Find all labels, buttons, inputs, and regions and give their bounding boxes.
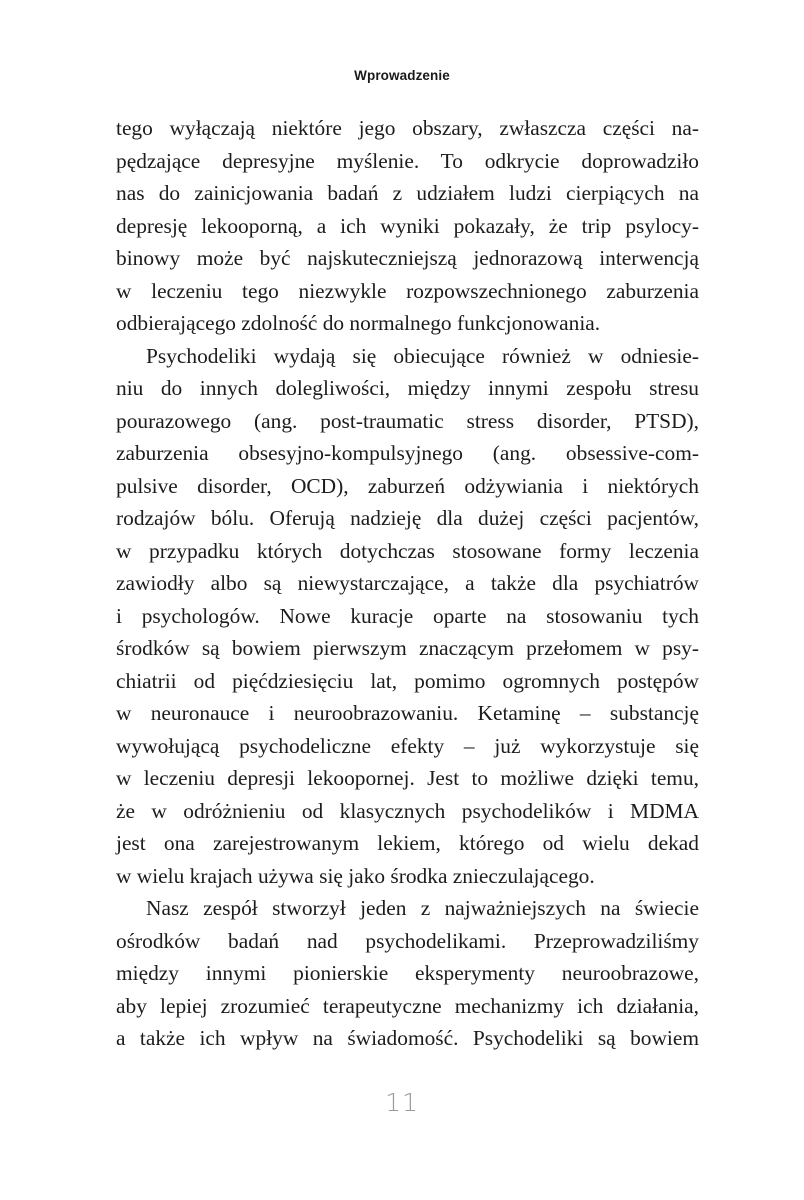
paragraph-2	[116, 340, 699, 893]
text-line: w wielu krajach używa się jako środka znieczulającego.	[116, 863, 595, 888]
text-line: odbierającego zdolność do normalnego funkcjonowania.	[116, 311, 601, 335]
text-line: niu do innych dolegliwości, między innymi zespołu stresu	[116, 376, 699, 400]
text-line: a także ich wpływ na świadomość. Psychodeliki są bowiem	[116, 1026, 699, 1050]
text-line: ośrodków badań nad psychodelikami. Przeprowadziliśmy	[116, 928, 699, 953]
text-line: wywołującą psychodeliczne efekty – już wykorzystuje się	[116, 733, 699, 758]
text-line: depresję lekooporną, a ich wyniki pokazały, że trip psylocy-	[116, 213, 699, 238]
text-line: nas do zainicjowania badań z udziałem ludzi cierpiących na	[116, 181, 699, 205]
text-line: pulsive disorder, OCD), zaburzeń odżywiania i niektórych	[116, 473, 699, 498]
text-line: i psychologów. Nowe kuracje oparte na stosowaniu tych	[116, 603, 699, 628]
text-line: w przypadku których dotychczas stosowane formy leczenia	[116, 538, 699, 563]
text-line: zaburzenia obsesyjno-kompulsyjnego (ang. obsessive-com-	[116, 441, 699, 465]
text-line: zawiodły albo są niewystarczające, a także dla psychiatrów	[116, 571, 699, 595]
text-line: jest ona zarejestrowanym lekiem, którego od wielu dekad	[116, 831, 699, 855]
running-head-title: Wprowadzenie	[354, 68, 450, 83]
text-line: chiatrii od pięćdziesięciu lat, pomimo ogromnych postępów	[116, 668, 699, 693]
text-line: binowy może być najskuteczniejszą jednorazową interwencją	[116, 246, 699, 270]
text-line: między innymi pionierskie eksperymenty neuroobrazowe,	[116, 961, 699, 985]
text-line: Psychodeliki wydają się obiecujące również w odniesie-	[146, 343, 699, 368]
paragraph-3	[116, 892, 699, 1055]
page-number: 11	[385, 1088, 419, 1117]
text-line: aby lepiej zrozumieć terapeutyczne mechanizmy ich działania,	[116, 993, 699, 1018]
paragraph-1	[116, 112, 699, 340]
text-line: że w odróżnieniu od klasycznych psychodelików i MDMA	[116, 798, 699, 823]
body-text	[116, 112, 699, 1055]
text-line: środków są bowiem pierwszym znaczącym przełomem w psy-	[116, 636, 699, 660]
text-line: Nasz zespół stworzył jeden z najważniejszych na świecie	[146, 896, 699, 920]
text-line: w leczeniu depresji lekoopornej. Jest to możliwe dzięki temu,	[116, 766, 699, 790]
text-line: w neuronauce i neuroobrazowaniu. Ketaminę – substancję	[116, 701, 699, 725]
text-line: rodzajów bólu. Oferują nadzieję dla dużej części pacjentów,	[116, 506, 699, 530]
text-line: pędzające depresyjne myślenie. To odkrycie doprowadziło	[116, 148, 699, 173]
text-line: pourazowego (ang. post-traumatic stress disorder, PTSD),	[116, 408, 699, 433]
text-line: w leczeniu tego niezwykle rozpowszechnionego zaburzenia	[116, 278, 699, 303]
text-line: tego wyłączają niektóre jego obszary, zwłaszcza części na-	[116, 116, 699, 140]
